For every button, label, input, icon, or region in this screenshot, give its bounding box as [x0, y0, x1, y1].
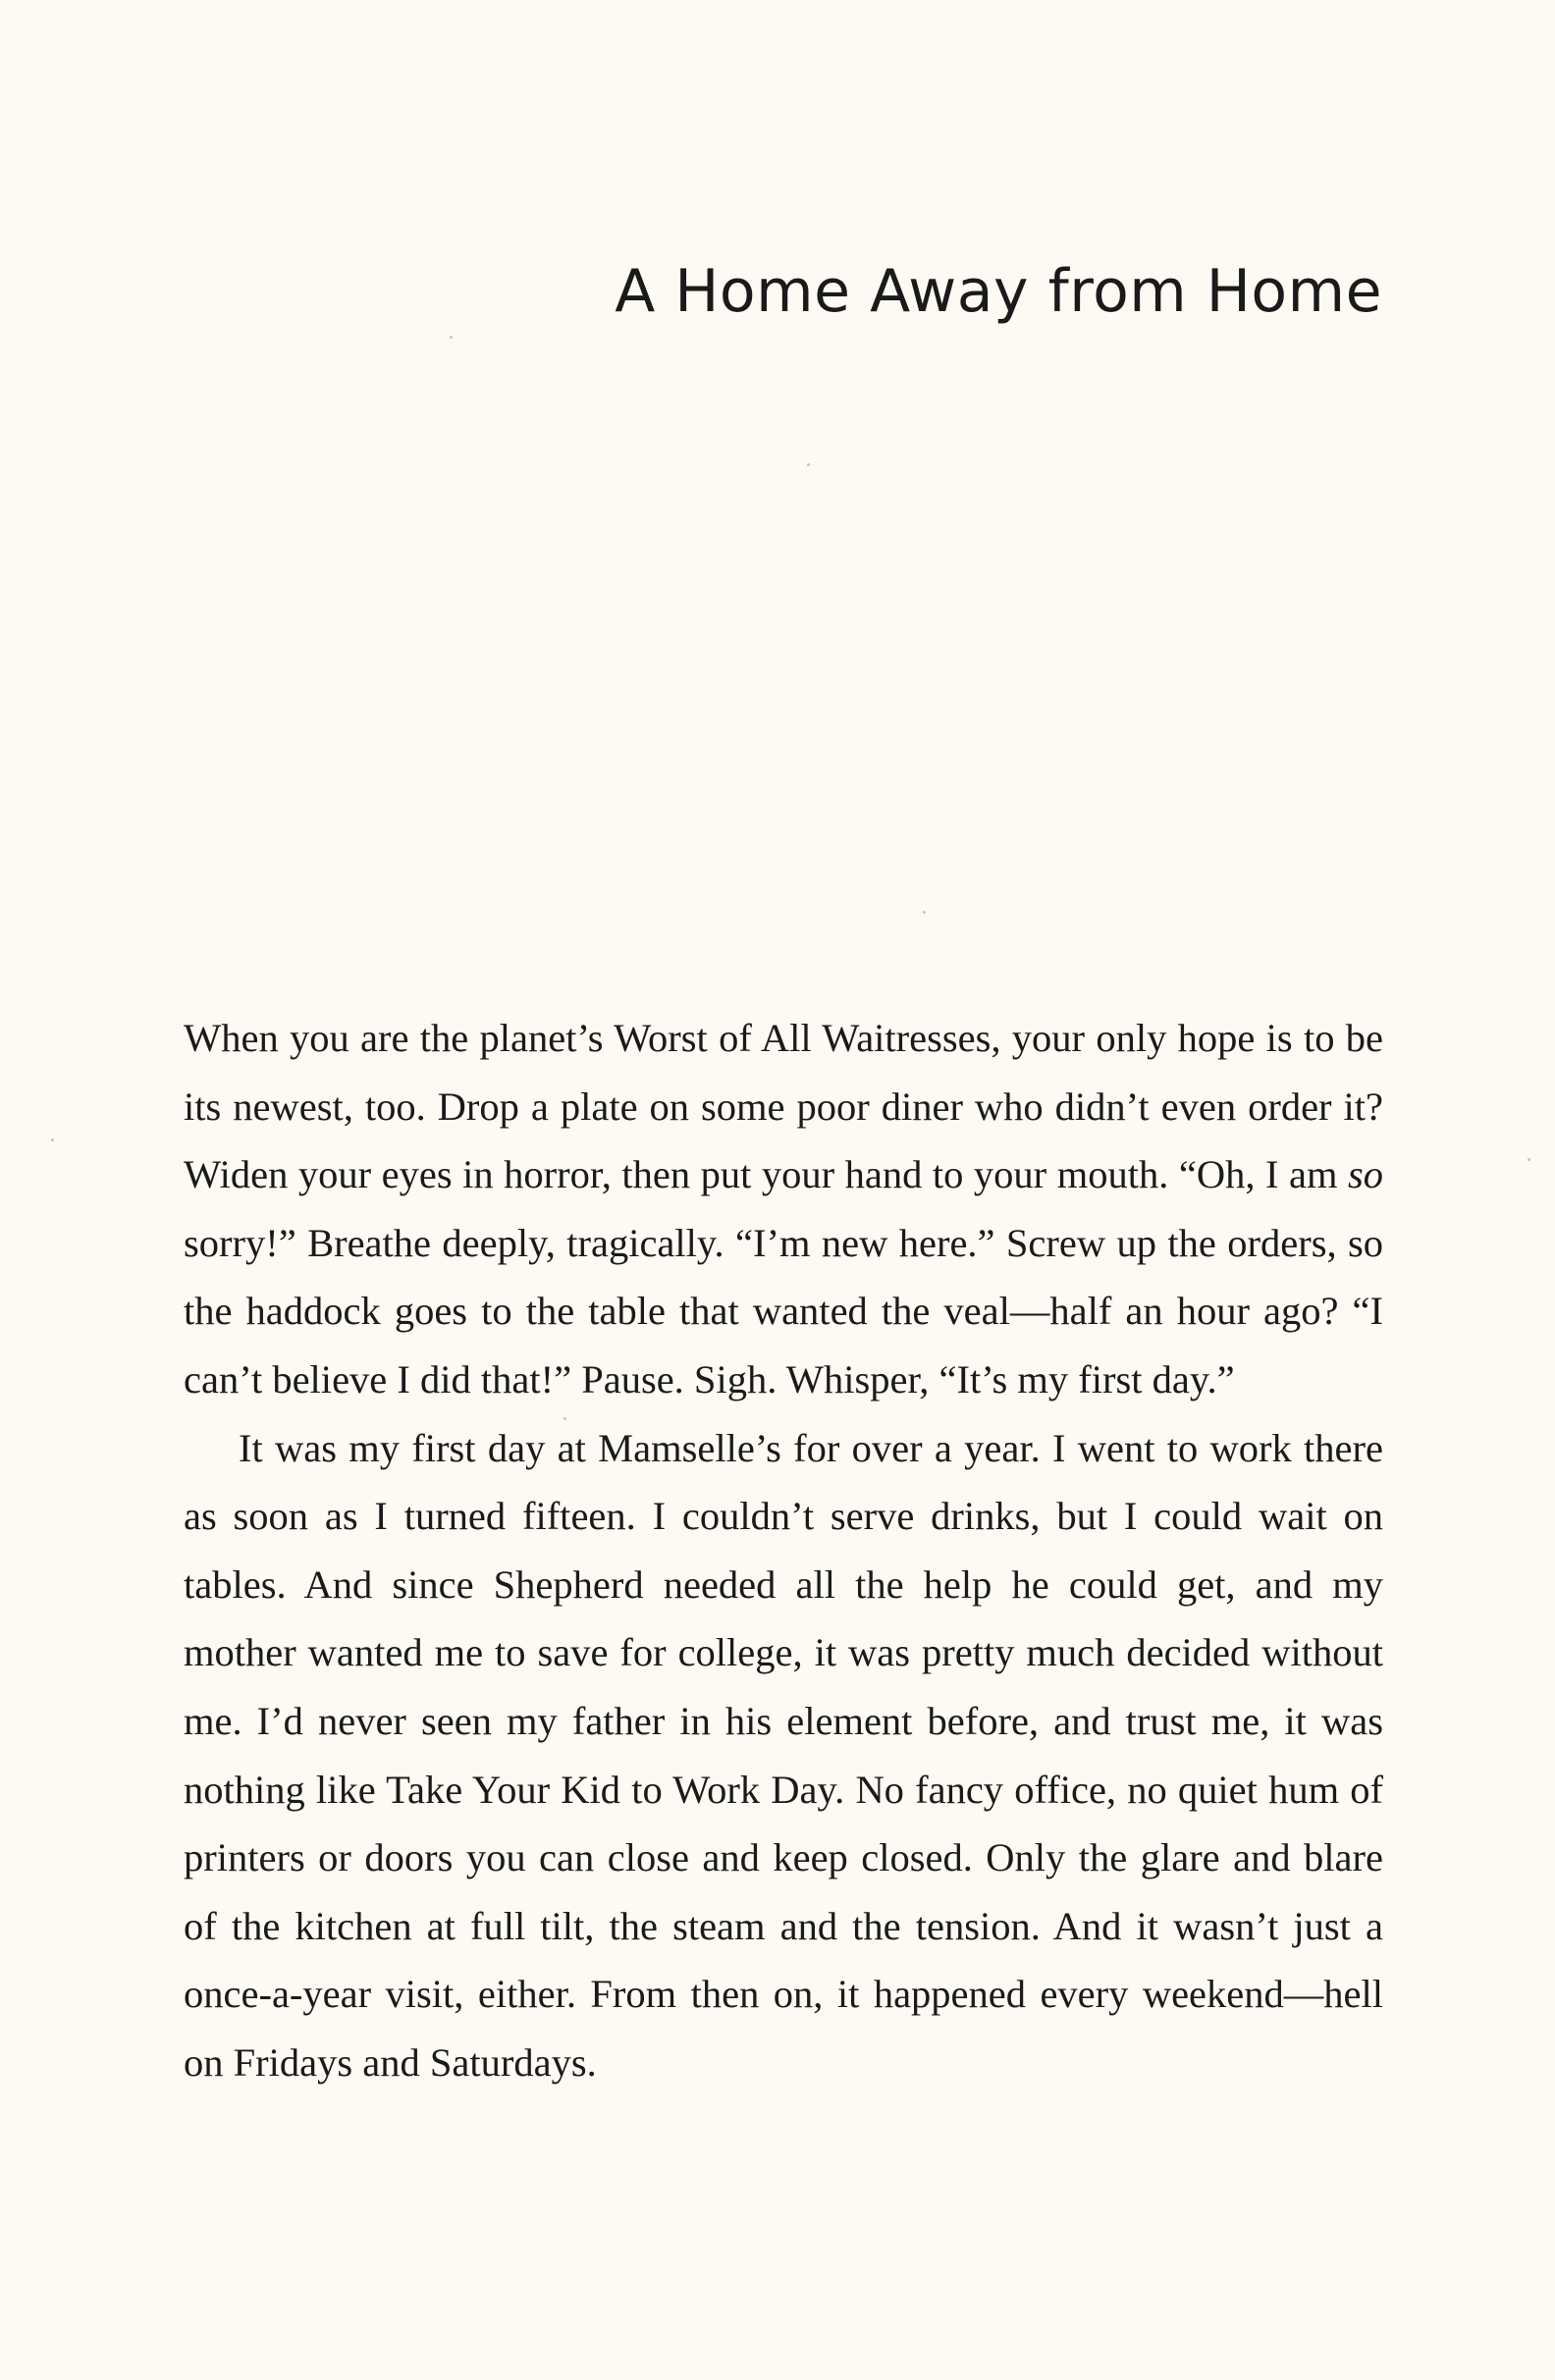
chapter-body — [184, 1004, 1383, 2097]
paragraph-1 — [184, 1004, 1383, 1414]
scan-speck — [563, 1417, 566, 1420]
paragraph-2: It was my first day at Mamselle’s for over a year. I went to work there as soon as I turned fifteen. I couldn’t serve drinks, but I could wait on tables. And since Shepherd needed all the help he could get, and my mother wanted me to save for college, it was pretty much decided without me. I’d never seen my father in his element before, and trust me, it was nothing like Take Your Kid to Work Day. No fancy office, no quiet hum of printers or doors you can close and keep closed. Only the glare and blare of the kitchen at full tilt, the steam and the tension. And it wasn’t just a once-a-year visit, either. From then on, it happened every weekend—hell on Fridays and Saturdays. — [184, 1425, 1383, 2085]
scan-speck — [51, 1138, 54, 1141]
chapter-title: A Home Away from Home — [615, 257, 1382, 326]
paragraph-1-text-a: When you are the planet’s Worst of All Waitresses, your only hope is to be its newest, too. Drop a plate on some poor diner who didn’t even order it? Widen your eyes in horror, then put your hand to your mouth. “Oh, I am — [184, 1016, 1383, 1197]
scan-speck — [807, 463, 810, 466]
scan-speck — [923, 911, 926, 914]
scan-speck — [450, 336, 453, 339]
emphasis-so: so — [1347, 1152, 1383, 1197]
paragraph-1-text-b: sorry!” Breathe deeply, tragically. “I’m new here.” Screw up the orders, so the haddock goes to the table that wanted the veal—half an hour ago? “I can’t believe I did that!” Pause. Sigh. Whisper, “It’s my first day.” — [184, 1220, 1383, 1402]
scan-speck — [1528, 1158, 1530, 1161]
